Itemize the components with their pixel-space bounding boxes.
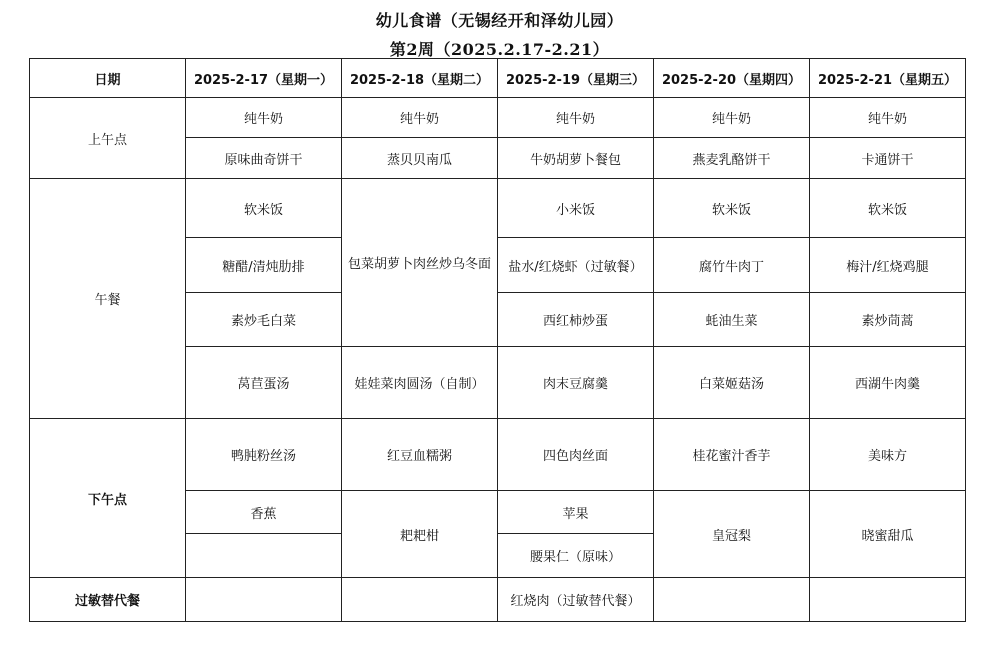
menu-cell: 软米饭 (186, 179, 342, 238)
menu-cell: 娃娃菜肉圆汤（自制） (342, 347, 498, 419)
menu-cell: 晓蜜甜瓜 (810, 491, 966, 578)
afternoon-snack-label: 下午点 (30, 419, 186, 578)
menu-cell-empty (654, 578, 810, 622)
menu-cell: 红豆血糯粥 (342, 419, 498, 491)
day-header-fri: 2025-2-21（星期五） (810, 59, 966, 98)
menu-cell: 四色肉丝面 (498, 419, 654, 491)
menu-cell: 肉末豆腐羹 (498, 347, 654, 419)
day-header-tue: 2025-2-18（星期二） (342, 59, 498, 98)
menu-cell: 卡通饼干 (810, 138, 966, 179)
menu-cell-empty (186, 578, 342, 622)
menu-cell-empty (186, 534, 342, 578)
menu-cell: 腰果仁（原味） (498, 534, 654, 578)
menu-cell: 纯牛奶 (654, 98, 810, 138)
menu-cell: 西红柿炒蛋 (498, 293, 654, 347)
menu-table (29, 58, 966, 622)
menu-cell: 美味方 (810, 419, 966, 491)
menu-cell: 腐竹牛肉丁 (654, 238, 810, 293)
menu-cell: 耙耙柑 (342, 491, 498, 578)
menu-subtitle: 第2周（2025.2.17-2.21） (389, 40, 610, 59)
menu-cell: 梅汁/红烧鸡腿 (810, 238, 966, 293)
table-row (30, 98, 966, 138)
menu-cell-empty (810, 578, 966, 622)
date-header: 日期 (30, 59, 186, 98)
menu-cell: 苹果 (498, 491, 654, 534)
morning-snack-label: 上午点 (30, 98, 186, 179)
menu-cell: 纯牛奶 (498, 98, 654, 138)
menu-cell: 原味曲奇饼干 (186, 138, 342, 179)
menu-cell: 包菜胡萝卜肉丝炒乌冬面 (342, 179, 498, 347)
menu-cell: 西湖牛肉羹 (810, 347, 966, 419)
menu-cell: 蒸贝贝南瓜 (342, 138, 498, 179)
menu-cell: 软米饭 (654, 179, 810, 238)
menu-cell: 香蕉 (186, 491, 342, 534)
menu-cell: 小米饭 (498, 179, 654, 238)
menu-cell: 盐水/红烧虾（过敏餐） (498, 238, 654, 293)
header-row (30, 59, 966, 98)
menu-cell: 素炒茼蒿 (810, 293, 966, 347)
menu-cell: 素炒毛白菜 (186, 293, 342, 347)
menu-cell: 莴苣蛋汤 (186, 347, 342, 419)
menu-cell: 蚝油生菜 (654, 293, 810, 347)
table-row (30, 419, 966, 491)
menu-cell: 燕麦乳酪饼干 (654, 138, 810, 179)
table-row (30, 179, 966, 238)
day-header-wed: 2025-2-19（星期三） (498, 59, 654, 98)
menu-cell: 糖醋/清炖肋排 (186, 238, 342, 293)
menu-cell: 白菜姬菇汤 (654, 347, 810, 419)
lunch-label: 午餐 (30, 179, 186, 419)
table-row (30, 578, 966, 622)
menu-cell: 红烧肉（过敏替代餐） (498, 578, 654, 622)
allergy-label: 过敏替代餐 (30, 578, 186, 622)
menu-cell: 软米饭 (810, 179, 966, 238)
menu-cell: 鸭肫粉丝汤 (186, 419, 342, 491)
menu-cell: 桂花蜜汁香芋 (654, 419, 810, 491)
menu-cell: 纯牛奶 (342, 98, 498, 138)
menu-cell-empty (342, 578, 498, 622)
day-header-thu: 2025-2-20（星期四） (654, 59, 810, 98)
menu-cell: 皇冠梨 (654, 491, 810, 578)
menu-cell: 纯牛奶 (810, 98, 966, 138)
menu-cell: 牛奶胡萝卜餐包 (498, 138, 654, 179)
menu-title: 幼儿食谱（无锡经开和泽幼儿园） (375, 11, 624, 30)
day-header-mon: 2025-2-17（星期一） (186, 59, 342, 98)
menu-cell: 纯牛奶 (186, 98, 342, 138)
